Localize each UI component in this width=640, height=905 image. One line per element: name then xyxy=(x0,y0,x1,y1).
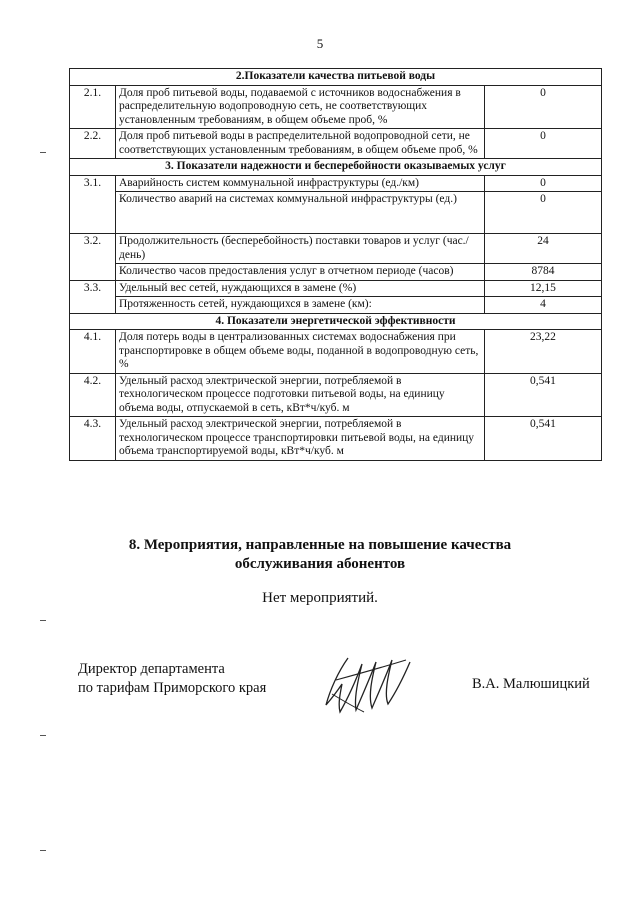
row-description: Удельный расход электрической энергии, потребляемой в технологическом процессе транспортировки питьевой воды, на единицу объема транспортируемой воды, кВт*ч/куб. м xyxy=(116,417,485,461)
row-value: 0 xyxy=(484,129,601,159)
row-number: 2.2. xyxy=(70,129,116,159)
table-row xyxy=(70,192,602,234)
row-value: 4 xyxy=(484,297,601,314)
row-description: Количество часов предоставления услуг в отчетном периоде (часов) xyxy=(116,264,485,281)
handwritten-signature xyxy=(318,650,418,720)
section-2-title: 2.Показатели качества питьевой воды xyxy=(70,69,602,86)
row-value: 0 xyxy=(484,175,601,192)
row-value: 8784 xyxy=(484,264,601,281)
table-row xyxy=(70,85,602,129)
section-header-row xyxy=(70,159,602,176)
signatory-title xyxy=(78,660,266,698)
section-4-title: 4. Показатели энергетической эффективности xyxy=(70,313,602,330)
row-number: 4.2. xyxy=(70,373,116,417)
section-header-row xyxy=(70,69,602,86)
margin-mark xyxy=(40,152,46,153)
page-number: 5 xyxy=(316,36,324,51)
row-description: Протяженность сетей, нуждающихся в замене (км): xyxy=(116,297,485,314)
row-value: 0 xyxy=(484,85,601,129)
row-value: 24 xyxy=(484,234,601,264)
table-row xyxy=(70,234,602,264)
row-description: Количество аварий на системах коммунальной инфраструктуры (ед.) xyxy=(116,192,485,234)
signatory-title-line2: по тарифам Приморского края xyxy=(78,680,267,696)
signatory-name: В.А. Малюшицкий xyxy=(472,676,590,692)
row-number: 4.3. xyxy=(70,417,116,461)
row-value: 0 xyxy=(484,192,601,234)
row-description: Аварийность систем коммунальной инфраструктуры (ед./км) xyxy=(116,175,485,192)
table-row xyxy=(70,175,602,192)
indicators-table xyxy=(69,68,602,461)
section-3-title: 3. Показатели надежности и бесперебойности оказываемых услуг xyxy=(70,159,602,176)
section-8-heading-line2: обслуживания абонентов xyxy=(234,556,406,572)
section-header-row xyxy=(70,313,602,330)
row-description: Продолжительность (бесперебойность) поставки товаров и услуг (час./день) xyxy=(116,234,485,264)
table-row xyxy=(70,417,602,461)
row-number: 3.1. xyxy=(70,175,116,234)
row-value: 23,22 xyxy=(484,330,601,374)
no-events-text: Нет мероприятий. xyxy=(262,590,378,606)
margin-mark xyxy=(40,850,46,851)
row-number: 3.3. xyxy=(70,280,116,313)
row-value: 12,15 xyxy=(484,280,601,297)
row-value: 0,541 xyxy=(484,373,601,417)
table-row xyxy=(70,297,602,314)
table-row xyxy=(70,129,602,159)
row-number: 4.1. xyxy=(70,330,116,374)
signatory-title-line1: Директор департамента xyxy=(78,661,225,677)
row-value: 0,541 xyxy=(484,417,601,461)
row-description: Удельный вес сетей, нуждающихся в замене (%) xyxy=(116,280,485,297)
row-number: 2.1. xyxy=(70,85,116,129)
section-8-heading xyxy=(0,536,640,574)
row-description: Доля проб питьевой воды, подаваемой с источников водоснабжения в распределительную водопроводную сеть, не соответствующих установленным требованиям, в общем объеме проб, % xyxy=(116,85,485,129)
table-row xyxy=(70,280,602,297)
row-description: Доля проб питьевой воды в распределительной водопроводной сети, не соответствующих установленным требованиям, в общем объеме проб, % xyxy=(116,129,485,159)
table-row xyxy=(70,264,602,281)
row-description: Доля потерь воды в централизованных системах водоснабжения при транспортировке в общем объеме воды, поданной в водопроводную сеть, % xyxy=(116,330,485,374)
table-row xyxy=(70,373,602,417)
section-8-heading-line1: 8. Мероприятия, направленные на повышение качества xyxy=(128,537,512,553)
row-number: 3.2. xyxy=(70,234,116,281)
row-description: Удельный расход электрической энергии, потребляемой в технологическом процессе подготовки питьевой воды, на единицу объема воды, отпускаемой в сеть, кВт*ч/куб. м xyxy=(116,373,485,417)
margin-mark xyxy=(40,620,46,621)
table-row xyxy=(70,330,602,374)
margin-mark xyxy=(40,735,46,736)
